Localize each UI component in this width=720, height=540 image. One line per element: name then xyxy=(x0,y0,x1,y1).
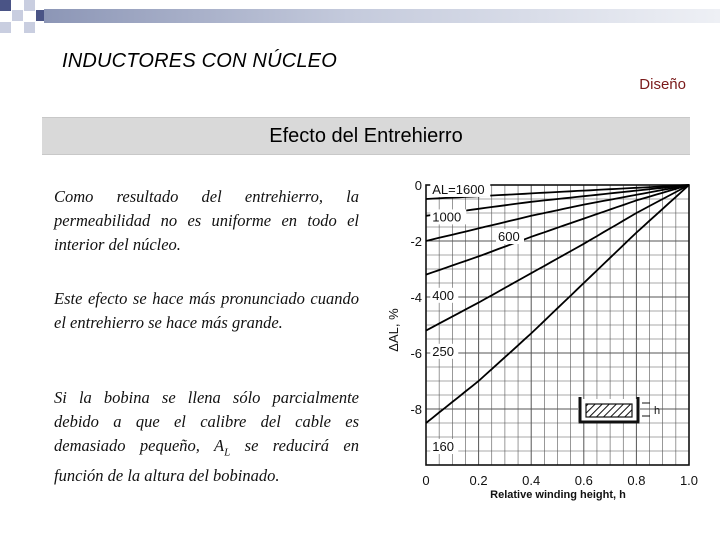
slide-title: INDUCTORES CON NÚCLEO xyxy=(62,50,337,72)
series-label-5: 160 xyxy=(432,439,454,454)
series-label-1: 1000 xyxy=(432,209,462,225)
y-tick-label: -8 xyxy=(410,402,422,417)
subtitle-bar xyxy=(42,117,690,155)
y-tick-label: -4 xyxy=(410,290,422,305)
y-tick-label: -6 xyxy=(410,346,422,361)
x-tick-label: 1.0 xyxy=(679,473,699,488)
x-tick-label: 0 xyxy=(422,473,430,488)
paragraph-3-text-a: Si la bobina se llena sólo parcialmente debido a que el calibre del cable es demasiado pequeño, A xyxy=(54,388,359,455)
y-tick-label: 0 xyxy=(414,178,422,193)
paragraph-3-text-b: se reducirá en función de la altura del bobinado. xyxy=(54,436,359,486)
series-label-2: 600 xyxy=(498,229,520,244)
inductance-chart xyxy=(376,170,706,510)
slide-subtitle: Efecto del Entrehierro xyxy=(269,125,463,147)
inset-h-label: h xyxy=(654,405,661,417)
section-label: Diseño xyxy=(639,76,686,93)
winding-inset-diagram xyxy=(578,397,660,423)
paragraph-2: Este efecto se hace más pronunciado cuando el entrehierro se hace más grande. xyxy=(54,289,359,332)
chart-y-axis-label: ΔAL, % xyxy=(386,308,401,352)
x-tick-label: 0.2 xyxy=(469,473,488,488)
paragraph-1: Como resultado del entrehierro, la permeabilidad no es uniforme en todo el interior del núcleo. xyxy=(54,187,359,254)
chart-series-labels xyxy=(430,182,524,454)
x-tick-label: 0.8 xyxy=(627,473,646,488)
chart-x-axis-label: Relative winding height, h xyxy=(490,489,626,501)
x-tick-label: 0.6 xyxy=(574,473,593,488)
y-tick-label: -2 xyxy=(410,234,422,249)
paragraph-3-subscript: L xyxy=(224,446,231,459)
series-label-3: 400 xyxy=(432,287,454,303)
top-gradient-bar xyxy=(44,9,720,23)
paragraph-3 xyxy=(54,386,359,488)
series-label-4: 250 xyxy=(432,343,454,359)
series-label-0: AL=1600 xyxy=(432,181,485,197)
x-tick-label: 0.4 xyxy=(522,473,541,488)
